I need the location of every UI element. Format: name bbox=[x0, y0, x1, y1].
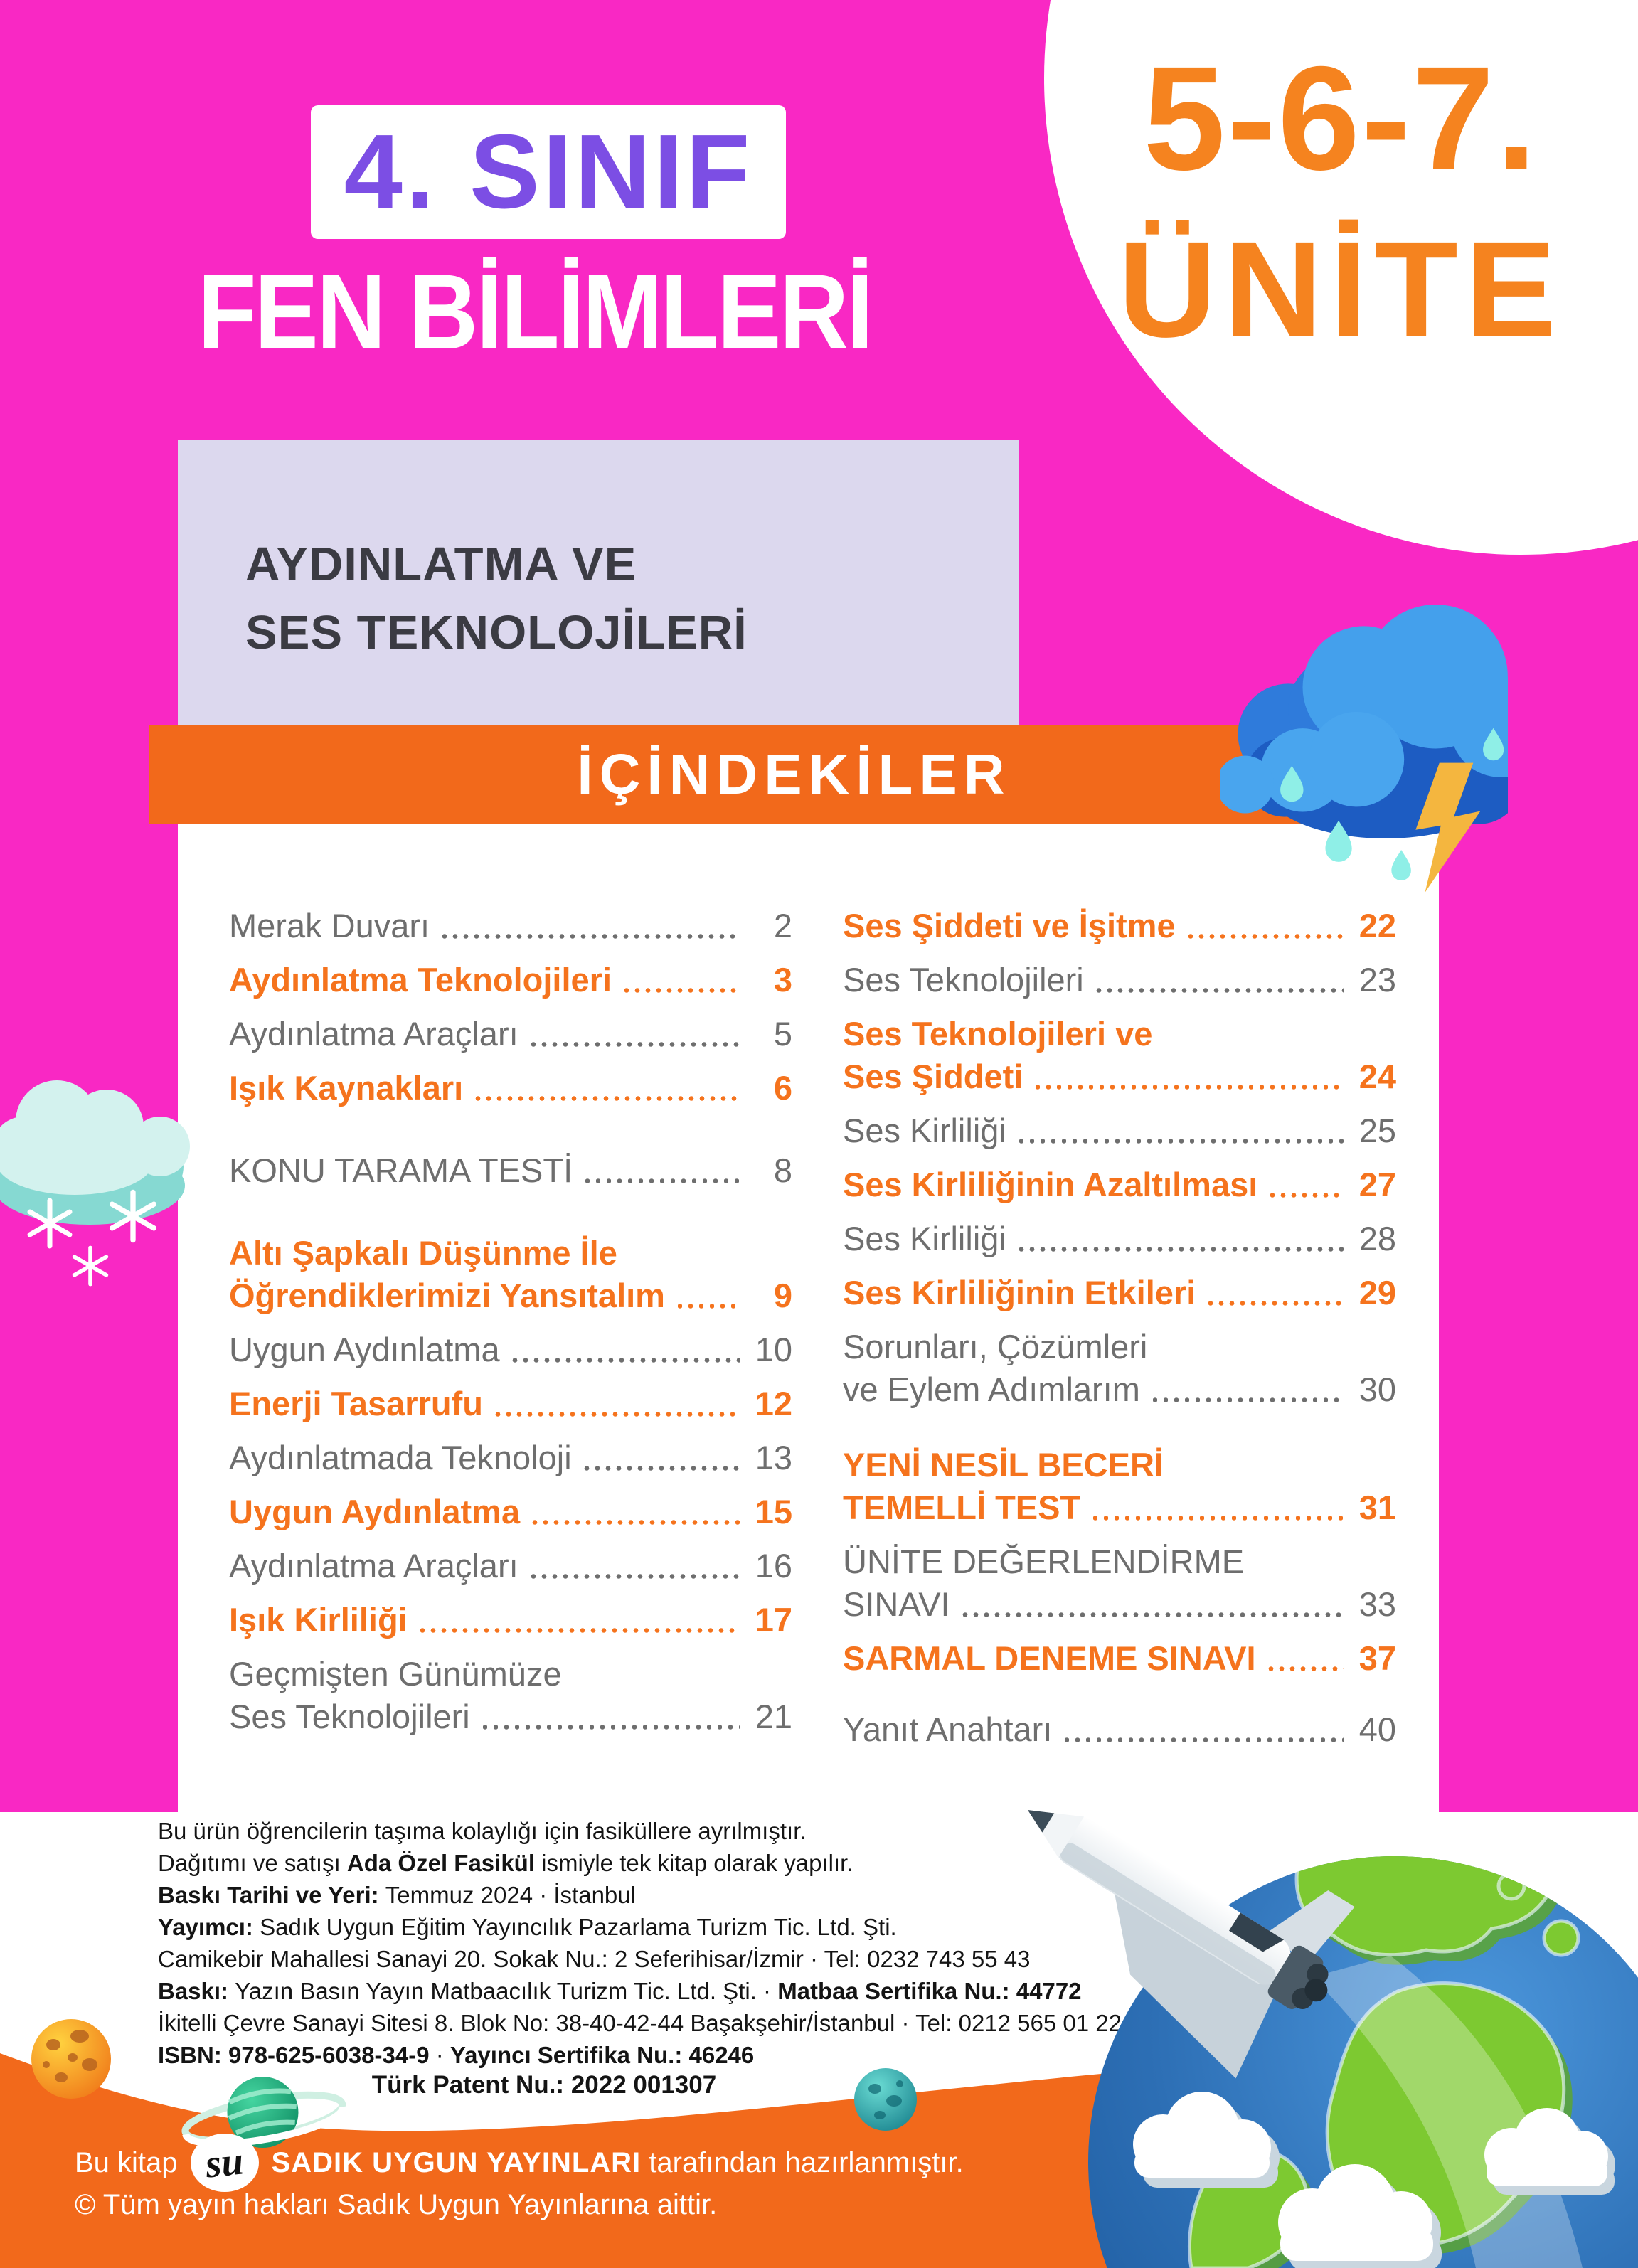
toc-entry-label: Ses Teknolojileri ve bbox=[843, 1015, 1153, 1053]
toc-left-column bbox=[229, 905, 792, 1750]
toc-entry bbox=[229, 1329, 792, 1371]
toc-entry-label: ve Eylem Adımlarım bbox=[843, 1370, 1140, 1408]
patent-line: Türk Patent Nu.: 2022 001307 bbox=[371, 2071, 717, 2099]
dot-leader bbox=[509, 1329, 740, 1371]
toc-entry-label: Uygun Aydınlatma bbox=[229, 1493, 521, 1530]
toc-entry bbox=[843, 1164, 1396, 1206]
dot-leader bbox=[528, 1491, 740, 1533]
toc-entry-label: TEMELLİ TEST bbox=[843, 1489, 1081, 1526]
grade-badge-label: 4. SINIF bbox=[344, 113, 753, 230]
dot-leader bbox=[1204, 1272, 1344, 1314]
dot-leader bbox=[620, 959, 740, 1001]
toc-page-number: 9 bbox=[773, 1277, 792, 1314]
toc-entry-label: YENİ NESİL BECERİ bbox=[843, 1446, 1164, 1484]
toc-page-number: 31 bbox=[1358, 1489, 1396, 1526]
toc-entry bbox=[229, 1067, 792, 1109]
toc-entry bbox=[843, 959, 1396, 1001]
unit-badge bbox=[1106, 30, 1575, 371]
toc-entry-label: Ses Kirliliği bbox=[843, 1112, 1006, 1149]
toc-entry bbox=[843, 1637, 1396, 1680]
dot-leader bbox=[1266, 1164, 1344, 1206]
subject-title: FEN BİLİMLERİ bbox=[198, 252, 872, 371]
publisher-prefix: Bu kitap bbox=[75, 2146, 178, 2178]
dot-leader bbox=[527, 1013, 740, 1055]
dot-leader bbox=[438, 905, 740, 947]
toc-page-number: 21 bbox=[755, 1698, 792, 1735]
toc-entry bbox=[843, 905, 1396, 947]
toc-entry-label: KONU TARAMA TESTİ bbox=[229, 1151, 573, 1189]
toc-entry-label: Uygun Aydınlatma bbox=[229, 1331, 500, 1368]
toc-entry-label: Yanıt Anahtarı bbox=[843, 1710, 1053, 1748]
su-logo-icon: su bbox=[191, 2134, 259, 2192]
dot-leader bbox=[1265, 1637, 1344, 1680]
unit-badge-word: ÜNİTE bbox=[1118, 213, 1563, 366]
dot-leader bbox=[959, 1583, 1344, 1626]
publisher-suffix: tarafından hazırlanmıştır. bbox=[649, 2146, 964, 2178]
toc-page-number: 10 bbox=[755, 1331, 792, 1368]
dot-leader bbox=[1060, 1708, 1344, 1751]
toc-page-number: 5 bbox=[773, 1015, 792, 1053]
dot-leader bbox=[1184, 905, 1344, 947]
toc-entry bbox=[229, 1653, 792, 1738]
toc-entry-label: Ses Kirliliğinin Etkileri bbox=[843, 1274, 1196, 1311]
toc-entry bbox=[229, 1383, 792, 1425]
toc-page-number: 40 bbox=[1358, 1710, 1396, 1748]
grade-badge bbox=[311, 105, 786, 239]
dot-leader bbox=[581, 1149, 740, 1192]
storm-cloud-rain-lightning-icon bbox=[1220, 601, 1508, 903]
toc-page-number: 25 bbox=[1358, 1112, 1396, 1149]
dot-leader bbox=[479, 1695, 740, 1738]
earth-globe-illustration bbox=[1014, 1757, 1638, 2268]
imprint-line: Baskı Tarihi ve Yeri: Temmuz 2024 · İstanbul bbox=[158, 1882, 636, 1908]
toc-entry bbox=[843, 1218, 1396, 1260]
toc-page-number: 23 bbox=[1358, 961, 1396, 999]
imprint-line: Yayımcı: Sadık Uygun Eğitim Yayıncılık Pazarlama Turizm Tic. Ltd. Şti. bbox=[158, 1914, 897, 1940]
toc-entry bbox=[229, 1437, 792, 1479]
unit-title: AYDINLATMA VE SES TEKNOLOJİLERİ bbox=[245, 538, 748, 659]
toc-page-number: 28 bbox=[1358, 1220, 1396, 1257]
toc-entry-label: Aydınlatmada Teknoloji bbox=[229, 1439, 572, 1476]
toc-page-number: 8 bbox=[773, 1151, 792, 1189]
dot-leader bbox=[1015, 1218, 1344, 1260]
toc-entry bbox=[843, 1013, 1396, 1098]
toc-entry bbox=[843, 1326, 1396, 1411]
toc-entry bbox=[843, 1109, 1396, 1152]
toc-entry-label: Işık Kirliliği bbox=[229, 1601, 408, 1639]
toc-entry-label: Aydınlatma Araçları bbox=[229, 1015, 518, 1053]
toc-entry-label: Aydınlatma Araçları bbox=[229, 1547, 518, 1585]
toc-entry bbox=[843, 1708, 1396, 1751]
dot-leader bbox=[416, 1599, 740, 1641]
toc-page-number: 29 bbox=[1358, 1274, 1396, 1311]
imprint-line: Dağıtımı ve satışı Ada Özel Fasikül ismiyle tek kitap olarak yapılır. bbox=[158, 1850, 853, 1876]
toc-entry-label: Öğrendiklerimizi Yansıtalım bbox=[229, 1277, 665, 1314]
toc-entry-label: Sorunları, Çözümleri bbox=[843, 1328, 1148, 1365]
toc-right-column bbox=[843, 905, 1396, 1762]
dot-leader bbox=[580, 1437, 740, 1479]
dot-leader bbox=[527, 1545, 740, 1587]
toc-page-number: 13 bbox=[755, 1439, 792, 1476]
toc-entry bbox=[843, 1540, 1396, 1626]
toc-page-number: 37 bbox=[1358, 1639, 1396, 1677]
toc-page-number: 33 bbox=[1358, 1585, 1396, 1623]
toc-entry bbox=[229, 959, 792, 1001]
unit-badge-number: 5-6-7. bbox=[1143, 36, 1538, 201]
unit-title-box bbox=[178, 440, 1019, 725]
toc-entry bbox=[843, 1272, 1396, 1314]
dot-leader bbox=[1092, 959, 1344, 1001]
toc-entry-label: Altı Şapkalı Düşünme İle bbox=[229, 1234, 617, 1272]
imprint-line: Camikebir Mahallesi Sanayi 20. Sokak Nu.: 2 Seferihisar/İzmir · Tel: 0232 743 55 43 bbox=[158, 1946, 1031, 1972]
toc-entry-label: ÜNİTE DEĞERLENDİRME bbox=[843, 1543, 1245, 1580]
toc-page-number: 6 bbox=[773, 1069, 792, 1107]
contents-title: İÇİNDEKİLER bbox=[577, 742, 1011, 806]
dot-leader bbox=[674, 1274, 740, 1317]
toc-entry-label: Ses Kirliliğinin Azaltılması bbox=[843, 1166, 1258, 1203]
toc-entry bbox=[229, 1491, 792, 1533]
publisher-line bbox=[75, 2134, 964, 2192]
toc-entry-label: Ses Teknolojileri bbox=[229, 1698, 470, 1735]
toc-entry-label: Ses Teknolojileri bbox=[843, 961, 1084, 999]
toc-entry-label: Ses Kirliliği bbox=[843, 1220, 1006, 1257]
toc-entry-label: Işık Kaynakları bbox=[229, 1069, 464, 1107]
toc-page-number: 30 bbox=[1358, 1370, 1396, 1408]
imprint-line: İkitelli Çevre Sanayi Sitesi 8. Blok No: 38-40-42-44 Başakşehir/İstanbul · Tel: 0212 565 01 22 bbox=[158, 2010, 1122, 2036]
toc-page-number: 12 bbox=[755, 1385, 792, 1422]
toc-entry bbox=[843, 1444, 1396, 1529]
dot-leader bbox=[472, 1067, 740, 1109]
toc-entry bbox=[229, 1013, 792, 1055]
copyright-line: © Tüm yayın hakları Sadık Uygun Yayınlarına aittir. bbox=[75, 2189, 718, 2220]
toc-page-number: 27 bbox=[1358, 1166, 1396, 1203]
toc-page-number: 22 bbox=[1358, 907, 1396, 944]
dot-leader bbox=[1031, 1055, 1344, 1098]
toc-entry-label: Geçmişten Günümüze bbox=[229, 1655, 562, 1693]
toc-page-number: 16 bbox=[755, 1547, 792, 1585]
imprint-line: ISBN: 978-625-6038-34-9 · Yayıncı Sertifika Nu.: 46246 bbox=[158, 2042, 755, 2068]
toc-page-number: 2 bbox=[773, 907, 792, 944]
toc-page-number: 3 bbox=[773, 961, 792, 999]
toc-page-number: 15 bbox=[755, 1493, 792, 1530]
dot-leader bbox=[1149, 1368, 1344, 1411]
dot-leader bbox=[1089, 1486, 1344, 1529]
toc-entry bbox=[229, 1599, 792, 1641]
toc-entry-label: SARMAL DENEME SINAVI bbox=[843, 1639, 1256, 1677]
publisher-name: SADIK UYGUN YAYINLARI bbox=[271, 2146, 642, 2178]
toc-entry bbox=[229, 1149, 792, 1192]
toc-page-number: 17 bbox=[755, 1601, 792, 1639]
toc-entry-label: Merak Duvarı bbox=[229, 907, 430, 944]
toc-entry-label: SINAVI bbox=[843, 1585, 950, 1623]
toc-entry bbox=[229, 1232, 792, 1317]
toc-entry bbox=[229, 1545, 792, 1587]
imprint-line: Baskı: Yazın Basın Yayın Matbaacılık Turizm Tic. Ltd. Şti. · Matbaa Sertifika Nu.: 44772 bbox=[158, 1978, 1082, 2004]
dot-leader bbox=[1015, 1109, 1344, 1152]
snow-cloud-snowflakes-icon bbox=[0, 1040, 196, 1289]
toc-entry-label: Ses Şiddeti bbox=[843, 1058, 1023, 1095]
toc-entry bbox=[229, 905, 792, 947]
toc-page-number: 24 bbox=[1358, 1058, 1396, 1095]
imprint-line: Bu ürün öğrencilerin taşıma kolaylığı için fasiküllere ayrılmıştır. bbox=[158, 1818, 807, 1844]
toc-entry-label: Aydınlatma Teknolojileri bbox=[229, 961, 612, 999]
toc-entry-label: Enerji Tasarrufu bbox=[229, 1385, 483, 1422]
dot-leader bbox=[491, 1383, 740, 1425]
toc-entry-label: Ses Şiddeti ve İşitme bbox=[843, 907, 1176, 944]
